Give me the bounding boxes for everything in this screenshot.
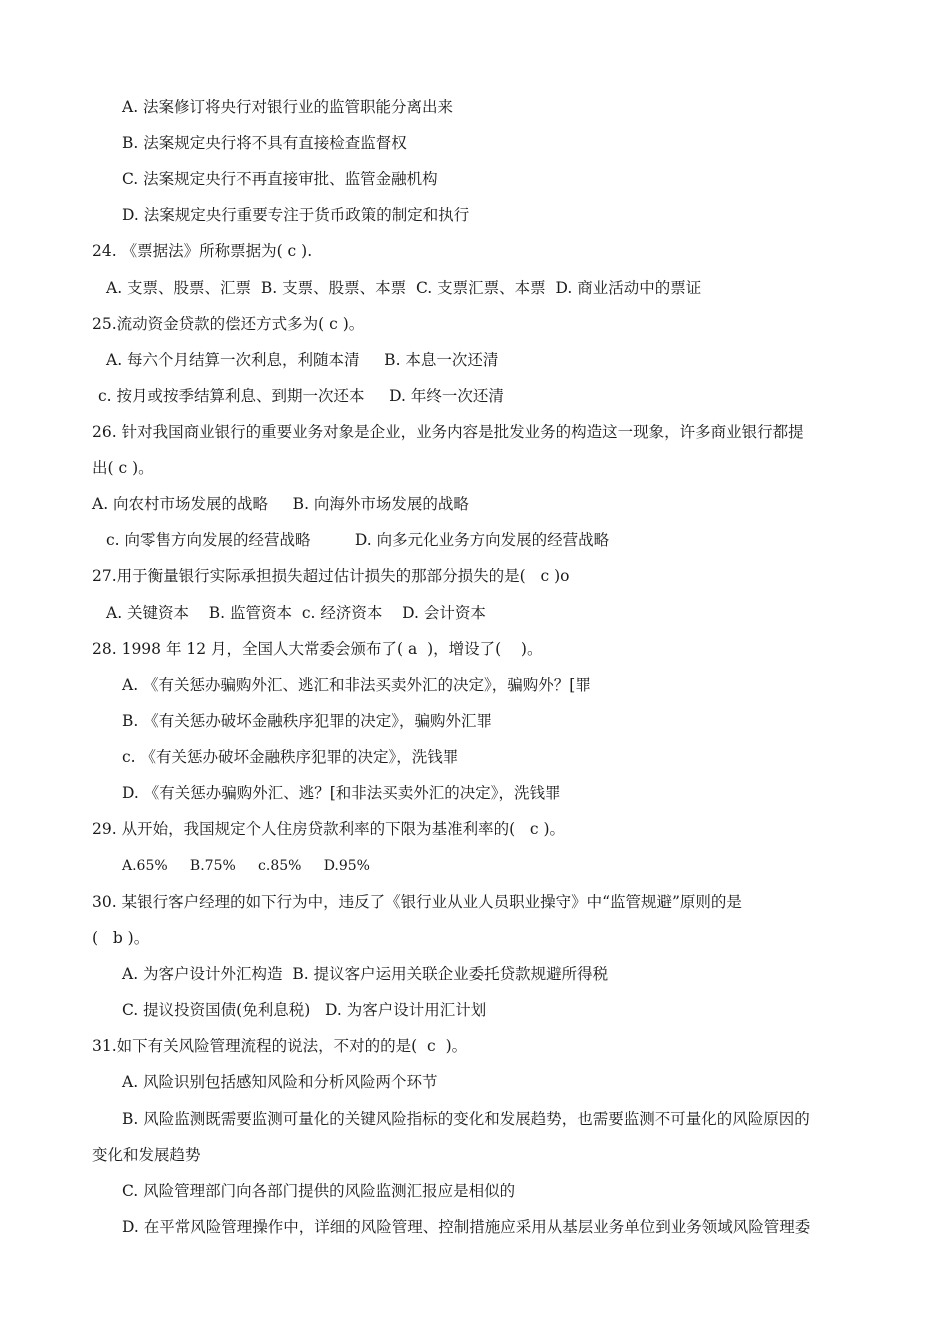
q23-option-c: C. 法案规定央行不再直接审批、监管金融机构 [122,170,438,188]
q31-option-a: A. 风险识别包括感知风险和分析风险两个环节 [122,1073,438,1091]
q28-option-c: c. 《有关惩办破坏金融秩序犯罪的决定》，洗钱罪 [122,748,459,766]
q28-option-b: B. 《有关惩办破坏金融秩序犯罪的决定》，骗购外汇罪 [122,712,492,730]
q31-option-c: C. 风险管理部门向各部门提供的风险监测汇报应是相似的 [122,1182,516,1200]
q29-options: A.65% B.75% c.85% D.95% [122,858,370,874]
q31-option-b: B. 风险监测既需要监测可量化的关键风险指标的变化和发展趋势，也需要监测不可量化的风险原因的 [122,1110,810,1128]
q31-question: 31.如下有关风险管理流程的说法，不对的的是( c )。 [92,1037,468,1055]
q28-option-d: D. 《有关惩办骗购外汇、逃？[和非法买卖外汇的决定》，洗钱罪 [122,784,561,802]
q28-question: 28. 1998 年 12 月，全国人大常委会颁布了( a )，增设了( )。 [92,640,543,658]
q27-options: A. 关键资本 B. 监管资本 c. 经济资本 D. 会计资本 [106,604,486,622]
q30-options-cd: C. 提议投资国债(免利息税) D. 为客户设计用汇计划 [122,1001,487,1019]
q24-question: 24. 《票据法》所称票据为( c ). [92,242,313,260]
q24-options: A. 支票、股票、汇票 B. 支票、股票、本票 C. 支票汇票、本票 D. 商业活动中的票证 [106,279,702,297]
q29-question: 29. 从开始，我国规定个人住房贷款利率的下限为基准利率的( c )。 [92,820,566,838]
q30-options-ab: A. 为客户设计外汇构造 B. 提议客户运用关联企业委托贷款规避所得税 [122,965,609,983]
q23-option-a: A. 法案修订将央行对银行业的监管职能分离出来 [122,98,454,116]
q26-options-ab: A. 向农村市场发展的战略 B. 向海外市场发展的战略 [92,495,469,513]
q26-question: 26. 针对我国商业银行的重要业务对象是企业，业务内容是批发业务的构造这一现象，许多商业银行都提 [92,423,804,441]
q23-option-b: B. 法案规定央行将不具有直接检查监督权 [122,134,407,152]
q27-question: 27.用于衡量银行实际承担损失超过估计损失的那部分损失的是( c )o [92,567,570,585]
q30-question: 30. 某银行客户经理的如下行为中，违反了《银行业从业人员职业操守》中“监管规避”原则的是 [92,893,742,911]
q31-option-d: D. 在平常风险管理操作中，详细的风险管理、控制措施应采用从基层业务单位到业务领域风险管理委 [122,1218,811,1236]
q31-option-b-cont: 变化和发展趋势 [92,1146,201,1164]
q26-options-cd: c. 向零售方向发展的经营战略 D. 向多元化业务方向发展的经营战略 [106,531,610,549]
q28-option-a: A. 《有关惩办骗购外汇、逃汇和非法买卖外汇的决定》，骗购外？[罪 [122,676,591,694]
q25-options-cd: c. 按月或按季结算利息、到期一次还本 D. 年终一次还清 [98,387,504,405]
q23-option-d: D. 法案规定央行重要专注于货币政策的制定和执行 [122,206,470,224]
q25-question: 25.流动资金贷款的偿还方式多为( c )。 [92,315,365,333]
q25-options-ab: A. 每六个月结算一次利息，利随本清 B. 本息一次还清 [106,351,499,369]
q30-question-cont: ( b )。 [92,929,150,947]
q26-question-cont: 出( c )。 [92,459,154,477]
